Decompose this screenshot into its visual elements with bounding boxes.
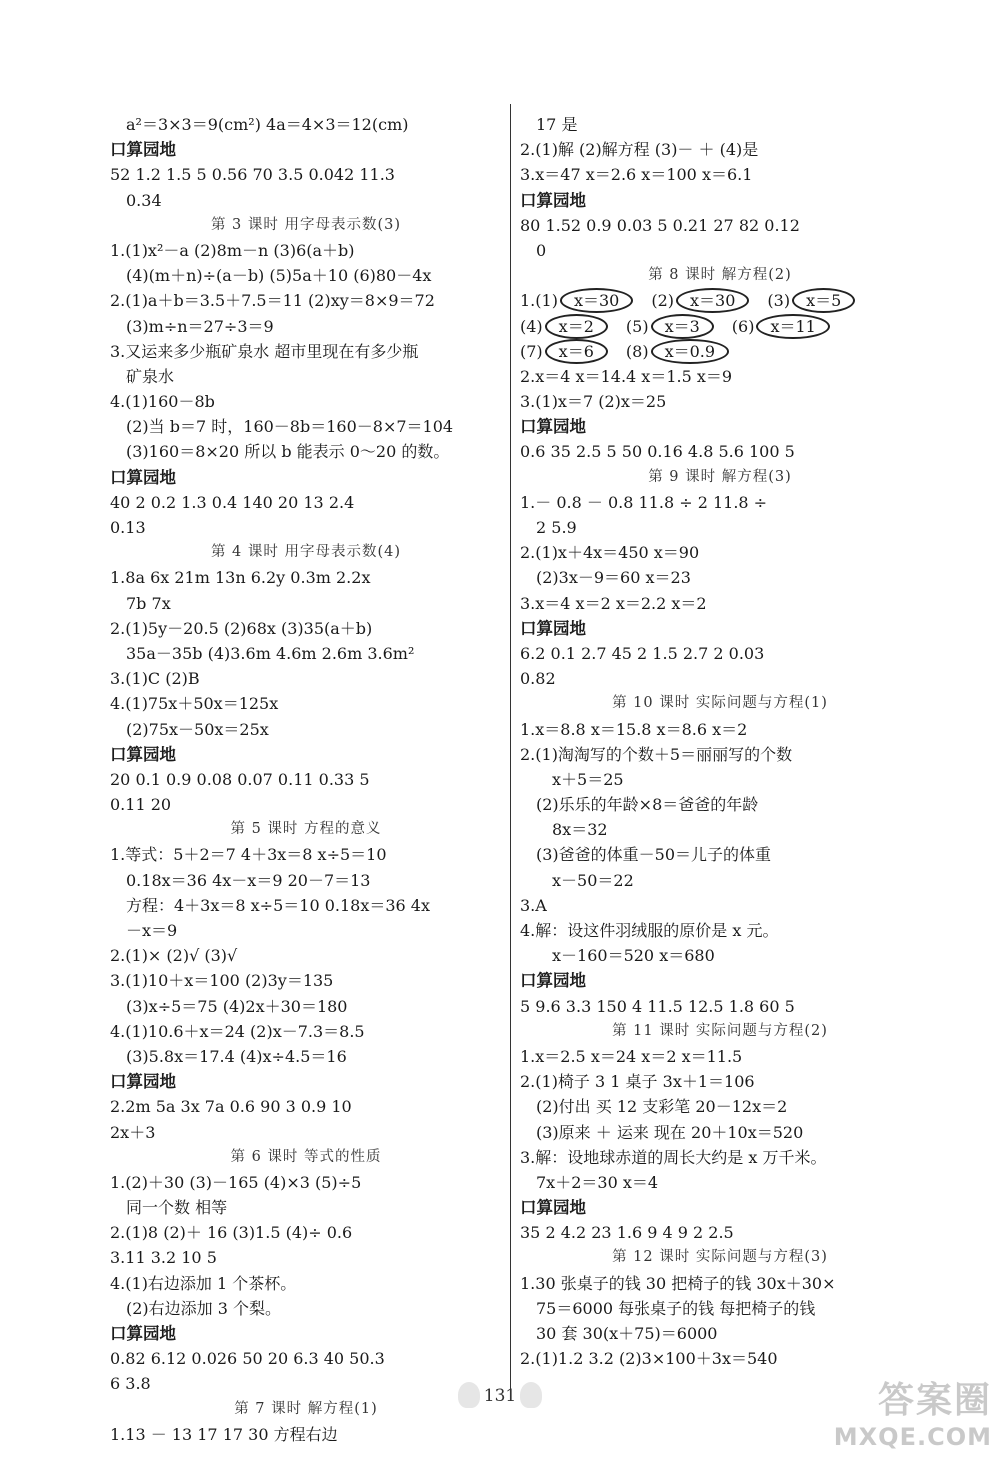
answer-line: 35 2 4.2 23 1.6 9 4 9 2 2.5	[520, 1223, 734, 1243]
answer-line: 3.11 3.2 10 5	[110, 1248, 217, 1268]
answer-line: (4)(m＋n)÷(a－b) (5)5a＋10 (6)80－4x	[126, 266, 432, 286]
left-column	[110, 112, 502, 1447]
circled-answer: x＝6	[545, 339, 608, 364]
answer-line: 方程：4＋3x＝8 x÷5＝10 0.18x＝36 4x	[126, 895, 431, 915]
answer-line: 2x＋3	[110, 1122, 156, 1142]
answer-line: a²＝3×3＝9(cm²) 4a＝4×3＝12(cm)	[126, 115, 409, 134]
answer-line: (3)160＝8×20 所以 b 能表示 0～20 的数。	[126, 442, 450, 462]
answer-line: 0.6 35 2.5 5 50 0.16 4.8 5.6 100 5	[520, 442, 795, 462]
answer-line: 3.A	[520, 895, 547, 915]
section-heading: 口算园地	[520, 1198, 586, 1218]
circled-answer: x＝11	[756, 314, 829, 339]
circled-answer: x＝3	[651, 314, 714, 339]
lesson-title: 第 4 课时 用字母表示数(4)	[210, 544, 402, 561]
answer-line: 0	[536, 240, 547, 260]
question-label: 1.(1)	[520, 291, 558, 311]
answer-line: 20 0.1 0.9 0.08 0.07 0.11 0.33 5	[110, 769, 370, 789]
circled-answers-line	[520, 314, 920, 339]
circled-answer: x＝0.9	[651, 339, 729, 364]
answer-line: 0.11 20	[110, 795, 172, 815]
answer-line: (2)3x－9＝60 x＝23	[536, 568, 691, 588]
answer-line: 1.－ 0.8 － 0.8 11.8 ÷ 2 11.8 ÷	[520, 492, 768, 512]
answer-line: (3)x÷5＝75 (4)2x＋30＝180	[126, 996, 348, 1016]
answer-line: 0.82	[520, 669, 556, 689]
answer-line: 4.解：设这件羽绒服的原价是 x 元。	[520, 921, 779, 940]
answer-line: (3)爸爸的体重－50＝儿子的体重	[536, 845, 772, 865]
watermark-logo-text: 答案圈	[877, 1380, 992, 1421]
answer-line: 52 1.2 1.5 5 0.56 70 3.5 0.042 11.3	[110, 165, 395, 185]
answer-line: 35a－35b (4)3.6m 4.6m 2.6m 3.6m²	[126, 643, 415, 663]
answer-line: 2.2m 5a 3x 7a 0.6 90 3 0.9 10	[110, 1097, 352, 1117]
answer-line: (2)乐乐的年龄×8＝爸爸的年龄	[536, 795, 759, 815]
answer-line: 30 套 30(x＋75)＝6000	[536, 1324, 718, 1343]
answer-line: x＋5＝25	[552, 769, 624, 789]
section-heading: 口算园地	[110, 744, 176, 764]
column-divider	[510, 104, 511, 1394]
answer-line: (2)75x－50x＝25x	[126, 719, 269, 739]
answer-line: 1.(2)＋30 (3)－165 (4)×3 (5)÷5	[110, 1172, 362, 1192]
answer-line: 1.x＝8.8 x＝15.8 x＝8.6 x＝2	[520, 719, 748, 739]
answer-line: 80 1.52 0.9 0.03 5 0.21 27 82 0.12	[520, 215, 800, 235]
answer-line: (3)原来 ＋ 运来 现在 20＋10x＝520	[536, 1122, 804, 1142]
page-number: 131	[483, 1386, 517, 1406]
circled-answers-line	[520, 288, 920, 313]
answer-line: 3.x＝4 x＝2 x＝2.2 x＝2	[520, 593, 707, 613]
lesson-title: 第 9 课时 解方程(3)	[648, 468, 792, 485]
answer-line: 1.x＝2.5 x＝24 x＝2 x＝11.5	[520, 1046, 743, 1066]
lesson-title: 第 8 课时 解方程(2)	[648, 267, 792, 284]
answer-line: 17 是	[536, 115, 578, 134]
answer-line: 2.(1)× (2)√ (3)√	[110, 946, 238, 966]
lesson-title: 第 5 课时 方程的意义	[230, 821, 382, 838]
answer-line: 1.13 － 13 17 17 30 方程右边	[110, 1424, 338, 1444]
section-heading: 口算园地	[110, 467, 176, 487]
answer-line: 7x＋2＝30 x＝4	[536, 1172, 659, 1192]
answer-line: 6 3.8	[110, 1374, 151, 1394]
circled-answer: x＝30	[560, 288, 633, 313]
answer-line: x－160＝520 x＝680	[552, 946, 715, 966]
lesson-title: 第 10 课时 实际问题与方程(1)	[612, 695, 828, 712]
answer-line: 4.(1)右边添加 1 个茶杯。	[110, 1273, 297, 1293]
answer-line: 2 5.9	[536, 518, 577, 537]
section-heading: 口算园地	[110, 140, 176, 160]
section-heading: 口算园地	[110, 1072, 176, 1092]
answer-line: 3.x＝47 x＝2.6 x＝100 x＝6.1	[520, 165, 753, 185]
lesson-title: 第 6 课时 等式的性质	[230, 1148, 382, 1165]
lesson-title: 第 11 课时 实际问题与方程(2)	[612, 1022, 828, 1039]
circled-answers-line	[520, 339, 920, 364]
lesson-title: 第 12 课时 实际问题与方程(3)	[612, 1249, 828, 1266]
answer-line: (2)当 b＝7 时，160－8b＝160－8×7＝104	[126, 417, 454, 437]
answer-line: 2.(1)8 (2)＋ 16 (3)1.5 (4)÷ 0.6	[110, 1223, 353, 1243]
lesson-title: 第 3 课时 用字母表示数(3)	[210, 216, 402, 233]
answer-line: 0.34	[126, 190, 162, 210]
answer-line: 2.(1)解 (2)解方程 (3)－ ＋ (4)是	[520, 140, 759, 160]
answer-line: (3)5.8x＝17.4 (4)x÷4.5＝16	[126, 1046, 347, 1066]
question-label: (4)	[520, 316, 543, 336]
answer-line: 3.(1)10＋x＝100 (2)3y＝135	[110, 971, 334, 991]
answer-line: －x＝9	[126, 921, 178, 940]
answer-line: 2.(1)5y－20.5 (2)68x (3)35(a＋b)	[110, 618, 373, 638]
answer-line: 2.(1)淘淘写的个数＋5＝丽丽写的个数	[520, 744, 793, 764]
answer-line: 2.(1)1.2 3.2 (2)3×100＋3x＝540	[520, 1349, 778, 1369]
answer-line: 6.2 0.1 2.7 45 2 1.5 2.7 2 0.03	[520, 643, 765, 663]
watermark-url: MXQE.COM	[833, 1423, 992, 1451]
section-heading: 口算园地	[110, 1324, 176, 1343]
circled-answer: x＝30	[676, 288, 749, 313]
answer-line: 0.82 6.12 0.026 50 20 6.3 40 50.3	[110, 1349, 385, 1369]
answer-line: x－50＝22	[552, 870, 634, 890]
question-label: (2)	[651, 291, 674, 311]
answer-line: 40 2 0.2 1.3 0.4 140 20 13 2.4	[110, 492, 355, 512]
answer-line: 8x＝32	[552, 820, 608, 840]
answer-line: 1.30 张桌子的钱 30 把椅子的钱 30x＋30×	[520, 1273, 836, 1293]
answer-line: 1.8a 6x 21m 13n 6.2y 0.3m 2.2x	[110, 568, 371, 588]
lesson-title: 第 7 课时 解方程(1)	[234, 1400, 378, 1417]
answer-line: 75＝6000 每张桌子的钱 每把椅子的钱	[536, 1298, 816, 1318]
section-heading: 口算园地	[520, 618, 586, 638]
site-watermark	[782, 1372, 992, 1467]
answer-line: (2)付出 买 12 支彩笔 20－12x＝2	[536, 1097, 788, 1117]
answer-line: 0.13	[110, 518, 146, 537]
answer-line: 矿泉水	[126, 366, 175, 386]
circled-answer: x＝2	[545, 314, 608, 339]
answer-line: 7b 7x	[126, 593, 171, 613]
answer-line: 4.(1)10.6＋x＝24 (2)x－7.3＝8.5	[110, 1021, 365, 1041]
answer-line: 1.(1)x²－a (2)8m－n (3)6(a＋b)	[110, 240, 355, 260]
answer-line: 同一个数 相等	[126, 1198, 228, 1218]
answer-line: 0.18x＝36 4x－x＝9 20－7＝13	[126, 870, 371, 890]
answer-line: 3.又运来多少瓶矿泉水 超市里现在有多少瓶	[110, 341, 419, 361]
answer-line: 3.解：设地球赤道的周长大约是 x 万千米。	[520, 1147, 827, 1167]
answer-line: 2.(1)x＋4x＝450 x＝90	[520, 543, 700, 563]
section-heading: 口算园地	[520, 417, 586, 437]
answer-line: 3.(1)x＝7 (2)x＝25	[520, 392, 667, 412]
answer-line: 5 9.6 3.3 150 4 11.5 12.5 1.8 60 5	[520, 996, 795, 1016]
question-label: (5)	[625, 316, 649, 336]
answer-line: 4.(1)75x＋50x＝125x	[110, 694, 279, 714]
section-heading: 口算园地	[520, 190, 586, 210]
answer-line: 2.x＝4 x＝14.4 x＝1.5 x＝9	[520, 366, 733, 386]
circled-answer: x＝5	[792, 288, 855, 313]
answer-line: 4.(1)160－8b	[110, 392, 215, 412]
answer-line: 3.(1)C (2)B	[110, 669, 200, 689]
answer-line: 2.(1)椅子 3 1 桌子 3x＋1＝106	[520, 1072, 755, 1092]
answer-line: 1.等式：5＋2＝7 4＋3x＝8 x÷5＝10	[110, 845, 387, 865]
section-heading: 口算园地	[520, 971, 586, 991]
answer-line: (3)m÷n＝27÷3＝9	[126, 316, 274, 336]
answer-line: (2)右边添加 3 个梨。	[126, 1298, 282, 1318]
right-column	[520, 112, 920, 1371]
answer-line: 2.(1)a＋b＝3.5＋7.5＝11 (2)xy＝8×9＝72	[110, 291, 435, 311]
question-label: (3)	[767, 291, 791, 311]
question-label: (6)	[731, 316, 755, 336]
question-label: (7)	[520, 341, 543, 361]
question-label: (8)	[625, 341, 649, 361]
